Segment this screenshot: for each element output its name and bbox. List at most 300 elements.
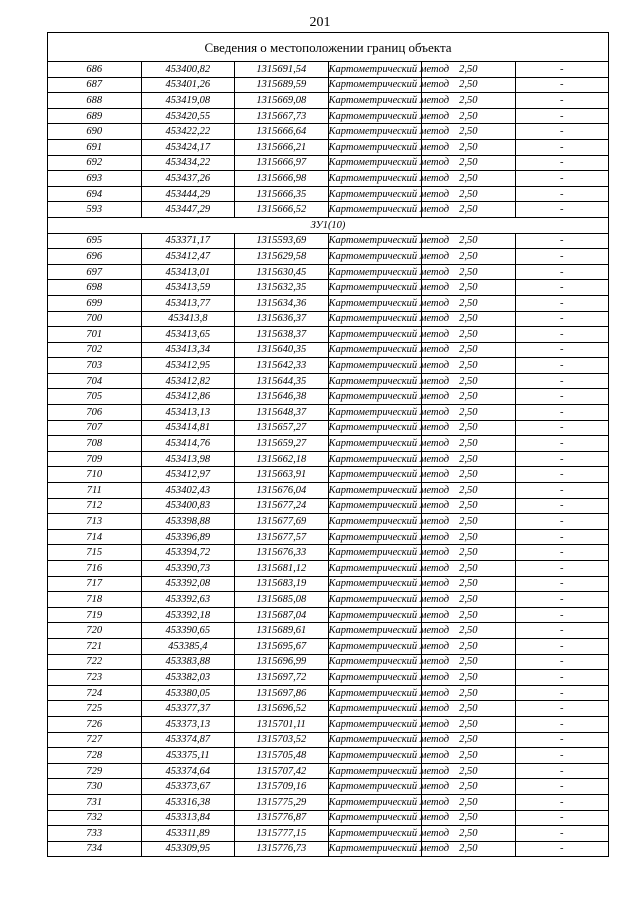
y-coordinate-cell: 1315689,61: [235, 623, 329, 639]
method-cell: Картометрический метод: [328, 108, 422, 124]
method-cell: Картометрический метод: [328, 841, 422, 857]
accuracy-cell: 2,50: [422, 139, 516, 155]
table-row: [48, 670, 609, 686]
point-number-cell: 713: [48, 514, 142, 530]
point-number-cell: 701: [48, 327, 142, 343]
table-row: [48, 202, 609, 218]
description-cell: -: [515, 93, 609, 109]
table-row: [48, 623, 609, 639]
x-coordinate-cell: 453385,4: [141, 638, 235, 654]
description-cell: -: [515, 77, 609, 93]
method-cell: Картометрический метод: [328, 670, 422, 686]
table-row: [48, 561, 609, 577]
point-number-cell: 712: [48, 498, 142, 514]
x-coordinate-cell: 453420,55: [141, 108, 235, 124]
table-row: [48, 311, 609, 327]
method-cell: Картометрический метод: [328, 77, 422, 93]
x-coordinate-cell: 453412,47: [141, 249, 235, 265]
table-row: [48, 716, 609, 732]
x-coordinate-cell: 453424,17: [141, 139, 235, 155]
description-cell: -: [515, 295, 609, 311]
method-cell: Картометрический метод: [328, 202, 422, 218]
method-cell: Картометрический метод: [328, 327, 422, 343]
y-coordinate-cell: 1315689,59: [235, 77, 329, 93]
x-coordinate-cell: 453392,08: [141, 576, 235, 592]
y-coordinate-cell: 1315640,35: [235, 342, 329, 358]
method-cell: Картометрический метод: [328, 623, 422, 639]
point-number-cell: 720: [48, 623, 142, 639]
y-coordinate-cell: 1315707,42: [235, 763, 329, 779]
point-number-cell: 699: [48, 295, 142, 311]
x-coordinate-cell: 453371,17: [141, 233, 235, 249]
method-cell: Картометрический метод: [328, 561, 422, 577]
x-coordinate-cell: 453380,05: [141, 685, 235, 701]
y-coordinate-cell: 1315666,64: [235, 124, 329, 140]
point-number-cell: 710: [48, 467, 142, 483]
point-number-cell: 716: [48, 561, 142, 577]
description-cell: -: [515, 389, 609, 405]
point-number-cell: 708: [48, 436, 142, 452]
x-coordinate-cell: 453412,82: [141, 373, 235, 389]
accuracy-cell: 2,50: [422, 779, 516, 795]
x-coordinate-cell: 453390,65: [141, 623, 235, 639]
accuracy-cell: 2,50: [422, 186, 516, 202]
x-coordinate-cell: 453413,01: [141, 264, 235, 280]
table-row: [48, 389, 609, 405]
x-coordinate-cell: 453398,88: [141, 514, 235, 530]
y-coordinate-cell: 1315695,67: [235, 638, 329, 654]
description-cell: -: [515, 420, 609, 436]
table-row: [48, 295, 609, 311]
y-coordinate-cell: 1315644,35: [235, 373, 329, 389]
method-cell: Картометрический метод: [328, 498, 422, 514]
accuracy-cell: 2,50: [422, 295, 516, 311]
point-number-cell: 687: [48, 77, 142, 93]
table-row: [48, 732, 609, 748]
method-cell: Картометрический метод: [328, 716, 422, 732]
point-number-cell: 722: [48, 654, 142, 670]
method-cell: Картометрический метод: [328, 467, 422, 483]
accuracy-cell: 2,50: [422, 155, 516, 171]
table-row: [48, 77, 609, 93]
table-row: [48, 483, 609, 499]
description-cell: -: [515, 607, 609, 623]
method-cell: Картометрический метод: [328, 576, 422, 592]
point-number-cell: 703: [48, 358, 142, 374]
y-coordinate-cell: 1315775,29: [235, 794, 329, 810]
boundary-coordinates-table: [47, 32, 609, 857]
table-row: [48, 467, 609, 483]
y-coordinate-cell: 1315685,08: [235, 592, 329, 608]
method-cell: Картометрический метод: [328, 436, 422, 452]
accuracy-cell: 2,50: [422, 623, 516, 639]
x-coordinate-cell: 453373,13: [141, 716, 235, 732]
description-cell: -: [515, 685, 609, 701]
y-coordinate-cell: 1315677,69: [235, 514, 329, 530]
x-coordinate-cell: 453383,88: [141, 654, 235, 670]
method-cell: Картометрический метод: [328, 420, 422, 436]
point-number-cell: 707: [48, 420, 142, 436]
y-coordinate-cell: 1315777,15: [235, 826, 329, 842]
y-coordinate-cell: 1315646,38: [235, 389, 329, 405]
accuracy-cell: 2,50: [422, 93, 516, 109]
x-coordinate-cell: 453400,82: [141, 62, 235, 78]
point-number-cell: 732: [48, 810, 142, 826]
x-coordinate-cell: 453396,89: [141, 529, 235, 545]
y-coordinate-cell: 1315701,11: [235, 716, 329, 732]
x-coordinate-cell: 453412,86: [141, 389, 235, 405]
x-coordinate-cell: 453413,34: [141, 342, 235, 358]
accuracy-cell: 2,50: [422, 373, 516, 389]
accuracy-cell: 2,50: [422, 327, 516, 343]
x-coordinate-cell: 453377,37: [141, 701, 235, 717]
x-coordinate-cell: 453412,95: [141, 358, 235, 374]
accuracy-cell: 2,50: [422, 108, 516, 124]
description-cell: -: [515, 373, 609, 389]
description-cell: -: [515, 311, 609, 327]
description-cell: -: [515, 638, 609, 654]
method-cell: Картометрический метод: [328, 155, 422, 171]
table-row: [48, 545, 609, 561]
description-cell: -: [515, 654, 609, 670]
method-cell: Картометрический метод: [328, 249, 422, 265]
table-row: [48, 124, 609, 140]
table-row: [48, 373, 609, 389]
y-coordinate-cell: 1315642,33: [235, 358, 329, 374]
point-number-cell: 731: [48, 794, 142, 810]
description-cell: -: [515, 233, 609, 249]
table-row: [48, 529, 609, 545]
method-cell: Картометрический метод: [328, 451, 422, 467]
x-coordinate-cell: 453374,64: [141, 763, 235, 779]
accuracy-cell: 2,50: [422, 264, 516, 280]
x-coordinate-cell: 453390,73: [141, 561, 235, 577]
y-coordinate-cell: 1315776,87: [235, 810, 329, 826]
method-cell: Картометрический метод: [328, 654, 422, 670]
description-cell: -: [515, 498, 609, 514]
x-coordinate-cell: 453422,22: [141, 124, 235, 140]
table-row: [48, 358, 609, 374]
method-cell: Картометрический метод: [328, 139, 422, 155]
description-cell: -: [515, 327, 609, 343]
point-number-cell: 700: [48, 311, 142, 327]
y-coordinate-cell: 1315669,08: [235, 93, 329, 109]
point-number-cell: 721: [48, 638, 142, 654]
y-coordinate-cell: 1315667,73: [235, 108, 329, 124]
point-number-cell: 719: [48, 607, 142, 623]
point-number-cell: 704: [48, 373, 142, 389]
x-coordinate-cell: 453375,11: [141, 748, 235, 764]
description-cell: -: [515, 62, 609, 78]
accuracy-cell: 2,50: [422, 405, 516, 421]
description-cell: -: [515, 670, 609, 686]
y-coordinate-cell: 1315683,19: [235, 576, 329, 592]
table-row: [48, 763, 609, 779]
method-cell: Картометрический метод: [328, 685, 422, 701]
accuracy-cell: 2,50: [422, 62, 516, 78]
accuracy-cell: 2,50: [422, 171, 516, 187]
x-coordinate-cell: 453419,08: [141, 93, 235, 109]
method-cell: Картометрический метод: [328, 186, 422, 202]
accuracy-cell: 2,50: [422, 249, 516, 265]
point-number-cell: 717: [48, 576, 142, 592]
y-coordinate-cell: 1315663,91: [235, 467, 329, 483]
point-number-cell: 718: [48, 592, 142, 608]
x-coordinate-cell: 453311,89: [141, 826, 235, 842]
accuracy-cell: 2,50: [422, 311, 516, 327]
table-row: [48, 654, 609, 670]
y-coordinate-cell: 1315659,27: [235, 436, 329, 452]
x-coordinate-cell: 453413,98: [141, 451, 235, 467]
table-row: [48, 249, 609, 265]
description-cell: -: [515, 763, 609, 779]
table-row: [48, 280, 609, 296]
x-coordinate-cell: 453400,83: [141, 498, 235, 514]
y-coordinate-cell: 1315677,57: [235, 529, 329, 545]
method-cell: Картометрический метод: [328, 701, 422, 717]
accuracy-cell: 2,50: [422, 654, 516, 670]
table-row: [48, 436, 609, 452]
point-number-cell: 690: [48, 124, 142, 140]
accuracy-cell: 2,50: [422, 561, 516, 577]
accuracy-cell: 2,50: [422, 436, 516, 452]
description-cell: -: [515, 124, 609, 140]
x-coordinate-cell: 453374,87: [141, 732, 235, 748]
accuracy-cell: 2,50: [422, 280, 516, 296]
x-coordinate-cell: 453382,03: [141, 670, 235, 686]
accuracy-cell: 2,50: [422, 389, 516, 405]
point-number-cell: 691: [48, 139, 142, 155]
table-row: [48, 327, 609, 343]
accuracy-cell: 2,50: [422, 233, 516, 249]
y-coordinate-cell: 1315677,24: [235, 498, 329, 514]
accuracy-cell: 2,50: [422, 826, 516, 842]
y-coordinate-cell: 1315691,54: [235, 62, 329, 78]
accuracy-cell: 2,50: [422, 529, 516, 545]
y-coordinate-cell: 1315593,69: [235, 233, 329, 249]
y-coordinate-cell: 1315662,18: [235, 451, 329, 467]
description-cell: -: [515, 342, 609, 358]
description-cell: -: [515, 514, 609, 530]
method-cell: Картометрический метод: [328, 373, 422, 389]
description-cell: -: [515, 358, 609, 374]
point-number-cell: 689: [48, 108, 142, 124]
table-title-row: [48, 33, 609, 62]
accuracy-cell: 2,50: [422, 514, 516, 530]
description-cell: -: [515, 623, 609, 639]
point-number-cell: 696: [48, 249, 142, 265]
table-row: [48, 748, 609, 764]
description-cell: -: [515, 249, 609, 265]
accuracy-cell: 2,50: [422, 483, 516, 499]
description-cell: -: [515, 561, 609, 577]
x-coordinate-cell: 453316,38: [141, 794, 235, 810]
point-number-cell: 726: [48, 716, 142, 732]
accuracy-cell: 2,50: [422, 748, 516, 764]
y-coordinate-cell: 1315634,36: [235, 295, 329, 311]
y-coordinate-cell: 1315630,45: [235, 264, 329, 280]
description-cell: -: [515, 841, 609, 857]
description-cell: -: [515, 280, 609, 296]
accuracy-cell: 2,50: [422, 467, 516, 483]
x-coordinate-cell: 453437,26: [141, 171, 235, 187]
page-number: 201: [309, 15, 331, 30]
table-row: [48, 794, 609, 810]
method-cell: Картометрический метод: [328, 62, 422, 78]
point-number-cell: 711: [48, 483, 142, 499]
y-coordinate-cell: 1315697,86: [235, 685, 329, 701]
point-number-cell: 727: [48, 732, 142, 748]
method-cell: Картометрический метод: [328, 358, 422, 374]
point-number-cell: 688: [48, 93, 142, 109]
y-coordinate-cell: 1315648,37: [235, 405, 329, 421]
point-number-cell: 725: [48, 701, 142, 717]
x-coordinate-cell: 453414,76: [141, 436, 235, 452]
y-coordinate-cell: 1315629,58: [235, 249, 329, 265]
accuracy-cell: 2,50: [422, 607, 516, 623]
description-cell: -: [515, 748, 609, 764]
accuracy-cell: 2,50: [422, 124, 516, 140]
method-cell: Картометрический метод: [328, 779, 422, 795]
x-coordinate-cell: 453413,59: [141, 280, 235, 296]
point-number-cell: 706: [48, 405, 142, 421]
method-cell: Картометрический метод: [328, 124, 422, 140]
description-cell: -: [515, 451, 609, 467]
table-row: [48, 342, 609, 358]
description-cell: -: [515, 529, 609, 545]
x-coordinate-cell: 453313,84: [141, 810, 235, 826]
y-coordinate-cell: 1315681,12: [235, 561, 329, 577]
accuracy-cell: 2,50: [422, 763, 516, 779]
y-coordinate-cell: 1315666,97: [235, 155, 329, 171]
method-cell: Картометрический метод: [328, 763, 422, 779]
method-cell: Картометрический метод: [328, 233, 422, 249]
x-coordinate-cell: 453392,63: [141, 592, 235, 608]
method-cell: Картометрический метод: [328, 529, 422, 545]
table-row: [48, 498, 609, 514]
point-number-cell: 702: [48, 342, 142, 358]
table-row: [48, 779, 609, 795]
point-number-cell: 714: [48, 529, 142, 545]
point-number-cell: 734: [48, 841, 142, 857]
method-cell: Картометрический метод: [328, 514, 422, 530]
point-number-cell: 730: [48, 779, 142, 795]
table-row: [48, 264, 609, 280]
method-cell: Картометрический метод: [328, 483, 422, 499]
accuracy-cell: 2,50: [422, 685, 516, 701]
x-coordinate-cell: 453413,77: [141, 295, 235, 311]
method-cell: Картометрический метод: [328, 264, 422, 280]
x-coordinate-cell: 453401,26: [141, 77, 235, 93]
y-coordinate-cell: 1315636,37: [235, 311, 329, 327]
description-cell: -: [515, 155, 609, 171]
y-coordinate-cell: 1315709,16: [235, 779, 329, 795]
table-row: [48, 233, 609, 249]
y-coordinate-cell: 1315638,37: [235, 327, 329, 343]
accuracy-cell: 2,50: [422, 794, 516, 810]
accuracy-cell: 2,50: [422, 810, 516, 826]
accuracy-cell: 2,50: [422, 592, 516, 608]
point-number-cell: 686: [48, 62, 142, 78]
y-coordinate-cell: 1315696,52: [235, 701, 329, 717]
description-cell: -: [515, 405, 609, 421]
point-number-cell: 694: [48, 186, 142, 202]
method-cell: Картометрический метод: [328, 280, 422, 296]
table-row: [48, 701, 609, 717]
point-number-cell: 693: [48, 171, 142, 187]
description-cell: -: [515, 732, 609, 748]
x-coordinate-cell: 453413,13: [141, 405, 235, 421]
x-coordinate-cell: 453392,18: [141, 607, 235, 623]
y-coordinate-cell: 1315703,52: [235, 732, 329, 748]
method-cell: Картометрический метод: [328, 826, 422, 842]
section-row: [48, 217, 609, 233]
description-cell: -: [515, 545, 609, 561]
y-coordinate-cell: 1315632,35: [235, 280, 329, 296]
point-number-cell: 593: [48, 202, 142, 218]
x-coordinate-cell: 453373,67: [141, 779, 235, 795]
accuracy-cell: 2,50: [422, 77, 516, 93]
x-coordinate-cell: 453447,29: [141, 202, 235, 218]
table-row: [48, 405, 609, 421]
table-row: [48, 685, 609, 701]
table-row: [48, 171, 609, 187]
method-cell: Картометрический метод: [328, 592, 422, 608]
accuracy-cell: 2,50: [422, 451, 516, 467]
description-cell: -: [515, 701, 609, 717]
table-row: [48, 186, 609, 202]
y-coordinate-cell: 1315697,72: [235, 670, 329, 686]
y-coordinate-cell: 1315776,73: [235, 841, 329, 857]
x-coordinate-cell: 453394,72: [141, 545, 235, 561]
description-cell: -: [515, 716, 609, 732]
y-coordinate-cell: 1315687,04: [235, 607, 329, 623]
table-row: [48, 93, 609, 109]
accuracy-cell: 2,50: [422, 701, 516, 717]
method-cell: Картометрический метод: [328, 171, 422, 187]
point-number-cell: 729: [48, 763, 142, 779]
point-number-cell: 709: [48, 451, 142, 467]
point-number-cell: 698: [48, 280, 142, 296]
accuracy-cell: 2,50: [422, 498, 516, 514]
accuracy-cell: 2,50: [422, 342, 516, 358]
y-coordinate-cell: 1315666,35: [235, 186, 329, 202]
description-cell: -: [515, 592, 609, 608]
table-title: Сведения о местоположении границ объекта: [48, 33, 609, 62]
method-cell: Картометрический метод: [328, 545, 422, 561]
x-coordinate-cell: 453434,22: [141, 155, 235, 171]
method-cell: Картометрический метод: [328, 732, 422, 748]
accuracy-cell: 2,50: [422, 576, 516, 592]
method-cell: Картометрический метод: [328, 748, 422, 764]
section-label: ЗУ1(10): [48, 217, 609, 233]
method-cell: Картометрический метод: [328, 607, 422, 623]
description-cell: -: [515, 202, 609, 218]
description-cell: -: [515, 810, 609, 826]
method-cell: Картометрический метод: [328, 794, 422, 810]
table-row: [48, 139, 609, 155]
description-cell: -: [515, 826, 609, 842]
y-coordinate-cell: 1315666,21: [235, 139, 329, 155]
y-coordinate-cell: 1315705,48: [235, 748, 329, 764]
table-row: [48, 592, 609, 608]
description-cell: -: [515, 436, 609, 452]
table-row: [48, 826, 609, 842]
method-cell: Картометрический метод: [328, 93, 422, 109]
point-number-cell: 695: [48, 233, 142, 249]
point-number-cell: 692: [48, 155, 142, 171]
table-row: [48, 607, 609, 623]
